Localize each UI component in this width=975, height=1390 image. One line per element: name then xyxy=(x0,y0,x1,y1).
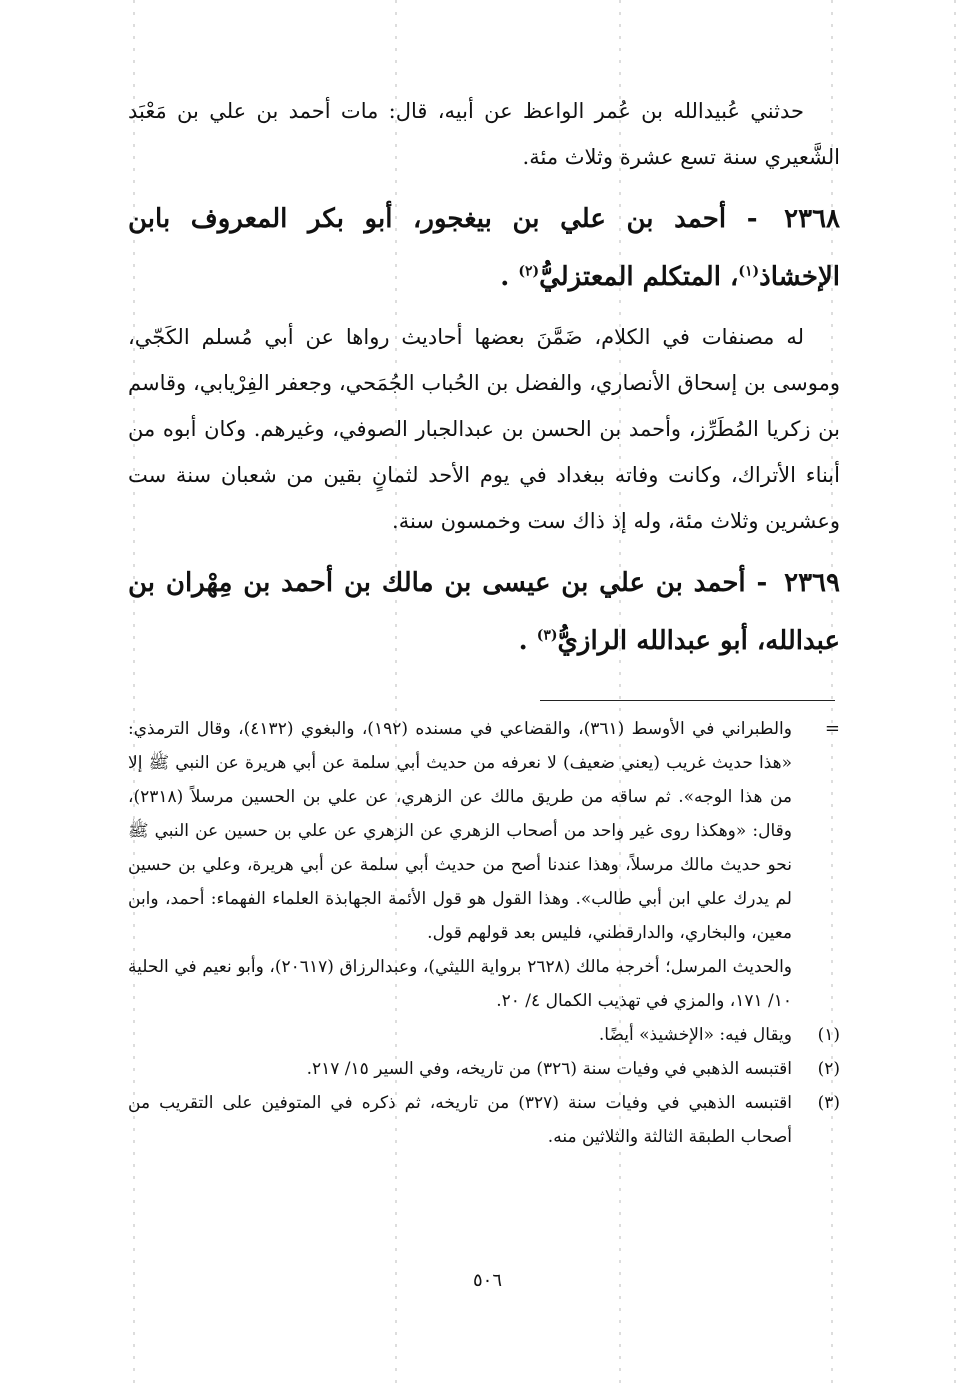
footnote-1 xyxy=(128,1018,840,1052)
page-number: ٥٠٦ xyxy=(472,1270,502,1291)
footnote-2 xyxy=(128,1052,840,1086)
entry-heading-2369 xyxy=(128,554,840,670)
entry-heading-text: - أحمد بن علي بن عيسى بن مالك بن أحمد بن مِهْران بن عبدالله، أبو عبدالله الرازيُّ xyxy=(128,568,840,656)
page-body xyxy=(128,88,840,678)
footnote-continuation xyxy=(128,712,840,1018)
footnote-number: (٢) xyxy=(817,1059,840,1079)
footnote-ref-3[interactable]: (٣) xyxy=(536,627,558,644)
entry-heading-text: - أحمد بن علي بن بيغجور، أبو بكر المعروف بابن الإخشاذ xyxy=(128,204,840,292)
entry-heading-end: . xyxy=(518,626,528,656)
footnote-3 xyxy=(128,1086,840,1154)
entry-number: ٢٣٦٩ xyxy=(784,568,840,598)
footnote-ref-2[interactable]: (٢) xyxy=(518,263,540,280)
entry-heading-end: . xyxy=(500,262,510,292)
footnote-text: اقتبسه الذهبي في وفيات سنة (٣٢٦) من تاريخه، وفي السير ١٥/ ٢١٧. xyxy=(306,1059,792,1079)
footnote-continuation-text: والطبراني في الأوسط (٣٦١)، والقضاعي في مسنده (١٩٢)، والبغوي (٤١٣٢)، وقال الترمذي: «هذا حديث غريب (يعني ضعيف) لا نعرفه من حديث أبي سلمة عن أبي هريرة عن النبي ﷺ إلا من هذا الوجه». ثم ساقه من طريق مالك عن الزهري، عن علي بن الحسين مرسلاً (٢٣١٨)، وقال: «وهكذا روى غير واحد من أصحاب الزهري عن الزهري عن علي بن حسين عن النبي ﷺ نحو حديث مالك مرسلاً، وهذا عندنا أصح من حديث أبي سلمة عن أبي هريرة، وعلي بن حسين لم يدرك علي ابن أبي طالب». وهذا القول هو قول الأئمة الجهابذة العلماء الفهماء: أحمد، وابن معين، والبخاري، والدارقطني، فليس بعد قولهم قول. xyxy=(128,719,792,943)
entry-number: ٢٣٦٨ xyxy=(784,204,840,234)
footnotes xyxy=(128,712,840,1154)
entry-heading-2368 xyxy=(128,190,840,306)
footnote-number: (١) xyxy=(817,1025,840,1045)
footnote-text: ويقال فيه: «الإخشيذ» أيضًا. xyxy=(598,1025,792,1045)
footnote-separator xyxy=(540,700,835,701)
footnote-continuation-text-2: والحديث المرسل؛ أخرجه مالك (٢٦٢٨ برواية الليثي)، وعبدالرزاق (٢٠٦١٧)، وأبو نعيم في الحلية ١٠/ ١٧١، والمزي في تهذيب الكمال ٤/ ٢٠. xyxy=(128,957,793,1011)
footnote-number: (٣) xyxy=(817,1093,840,1113)
intro-paragraph: حدثني عُبيدالله بن عُمر الواعظ عن أبيه، قال: مات أحمد بن علي بن مَعْبَد الشَّعيري سنة تسع عشرة وثلاث مئة. xyxy=(128,99,840,169)
entry-paragraph-2368: له مصنفات في الكلام، ضَمَّنَ بعضها أحاديث رواها عن أبي مُسلم الكَجّي، وموسى بن إسحاق الأنصاري، والفضل بن الحُباب الجُمَحي، وجعفر الفِرْيابي، وقاسم بن زكريا المُطَرِّز، وأحمد بن الحسن بن عبدالجبار الصوفي، وغيرهم. وكان أبوه من أبناء الأتراك، وكانت وفاته ببغداد في يوم الأحد لثمانٍ بقين من شعبان سنة ست وعشرين وثلاث مئة، وله إذ ذاك ست وخمسون سنة. xyxy=(128,325,840,533)
continuation-mark: = xyxy=(824,718,840,739)
footnote-ref-1[interactable]: (١) xyxy=(738,263,760,280)
footnote-text: اقتبسه الذهبي في وفيات سنة (٣٢٧) من تاريخه، ثم ذكره في المتوفين على التقريب من أصحاب الطبقة الثالثة والثلاثين منه. xyxy=(128,1093,792,1147)
entry-heading-tail: ، المتكلم المعتزليُّ xyxy=(539,262,739,292)
